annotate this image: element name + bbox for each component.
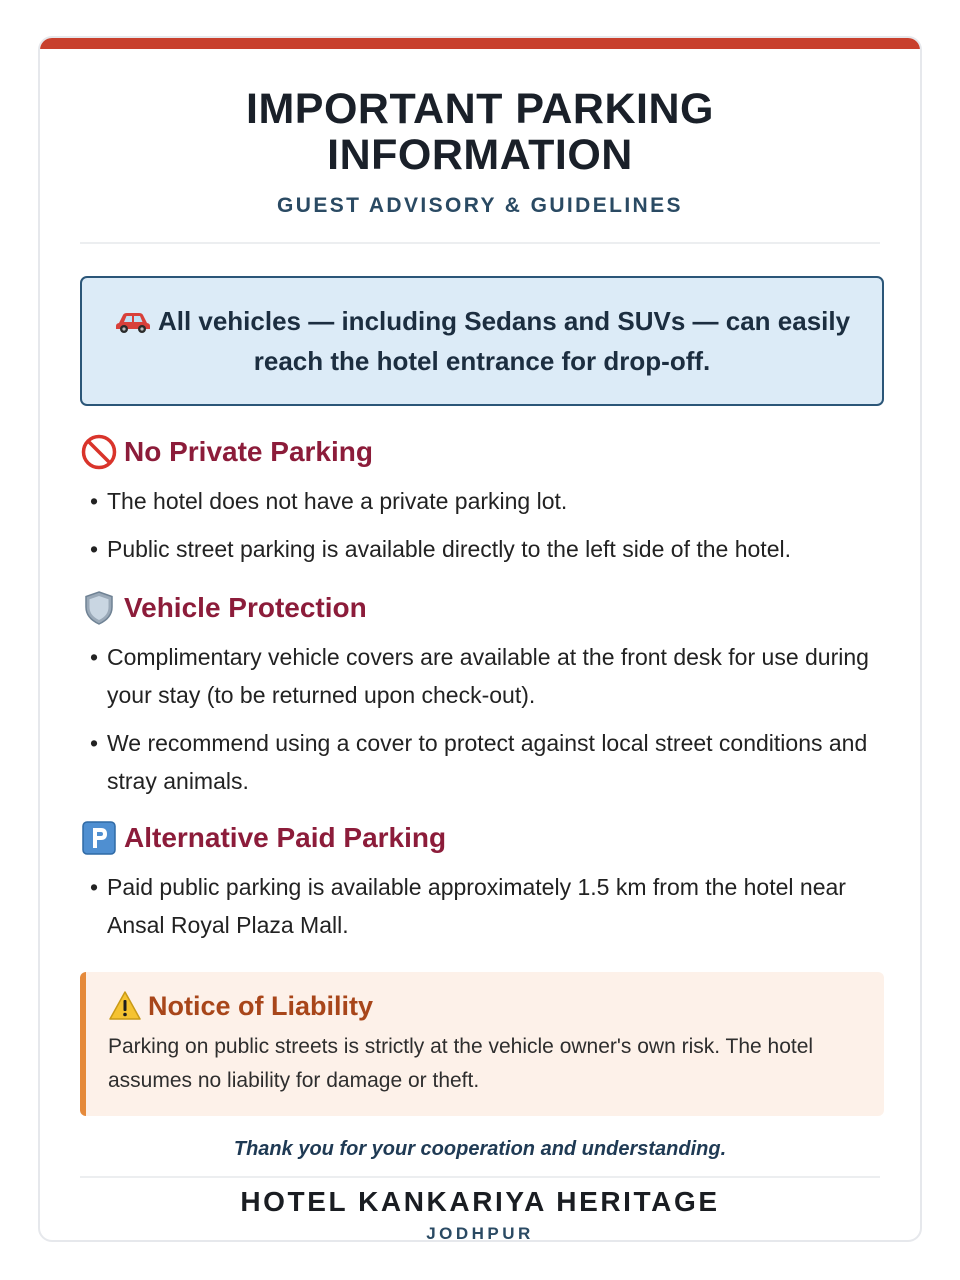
liability-notice xyxy=(80,972,884,1116)
section-header xyxy=(80,588,890,628)
hotel-city: JODHPUR xyxy=(426,1224,534,1242)
title-line-1: IMPORTANT PARKING xyxy=(246,85,714,133)
shield-icon xyxy=(80,589,118,627)
section-title: Alternative Paid Parking xyxy=(124,822,447,853)
drop-off-highlight-box xyxy=(80,276,884,406)
advisory-card xyxy=(38,36,922,1242)
notice-header xyxy=(108,986,860,1026)
section-title: Vehicle Protection xyxy=(124,592,367,623)
header-divider xyxy=(80,242,880,244)
page-title xyxy=(40,86,920,178)
thank-you-message: Thank you for your cooperation and understanding. xyxy=(233,1138,727,1160)
car-icon xyxy=(114,308,152,334)
section-title: No Private Parking xyxy=(124,436,373,467)
warning-icon xyxy=(108,990,142,1022)
accent-bar xyxy=(40,38,920,49)
list-item: • The hotel does not have a private parking lot. xyxy=(80,482,890,520)
list-item: • Paid public parking is available approximately 1.5 km from the hotel near Ansal Royal Plaza Mall. xyxy=(80,868,890,944)
bullet-list xyxy=(80,868,890,944)
footer-divider xyxy=(80,1176,880,1178)
notice-body: Parking on public streets is strictly at the vehicle owner's own risk. The hotel assumes no liability for damage or theft. xyxy=(108,1035,814,1092)
notice-title: Notice of Liability xyxy=(148,990,374,1021)
title-line-2: INFORMATION xyxy=(327,131,633,179)
section-header xyxy=(80,432,890,472)
bullet-list xyxy=(80,482,890,568)
list-item: • Complimentary vehicle covers are available at the front desk for use during your stay (to be returned upon check-out). xyxy=(80,638,890,714)
header xyxy=(40,86,920,218)
parking-icon xyxy=(80,819,118,857)
highlight-content xyxy=(112,301,852,381)
section-no-private-parking xyxy=(80,432,890,578)
section-header xyxy=(80,818,890,858)
section-vehicle-protection xyxy=(80,588,890,810)
bullet-list xyxy=(80,638,890,800)
hotel-name: HOTEL KANKARIYA HERITAGE xyxy=(240,1186,720,1217)
no-entry-icon xyxy=(80,433,118,471)
list-item: • Public street parking is available directly to the left side of the hotel. xyxy=(80,530,890,568)
section-alternative-paid-parking xyxy=(80,818,890,954)
list-item: • We recommend using a cover to protect against local street conditions and stray animals. xyxy=(80,724,890,800)
page-subtitle: GUEST ADVISORY & GUIDELINES xyxy=(277,194,683,217)
highlight-text: All vehicles — including Sedans and SUVs — can easily reach the hotel entrance for drop-off. xyxy=(157,306,851,376)
